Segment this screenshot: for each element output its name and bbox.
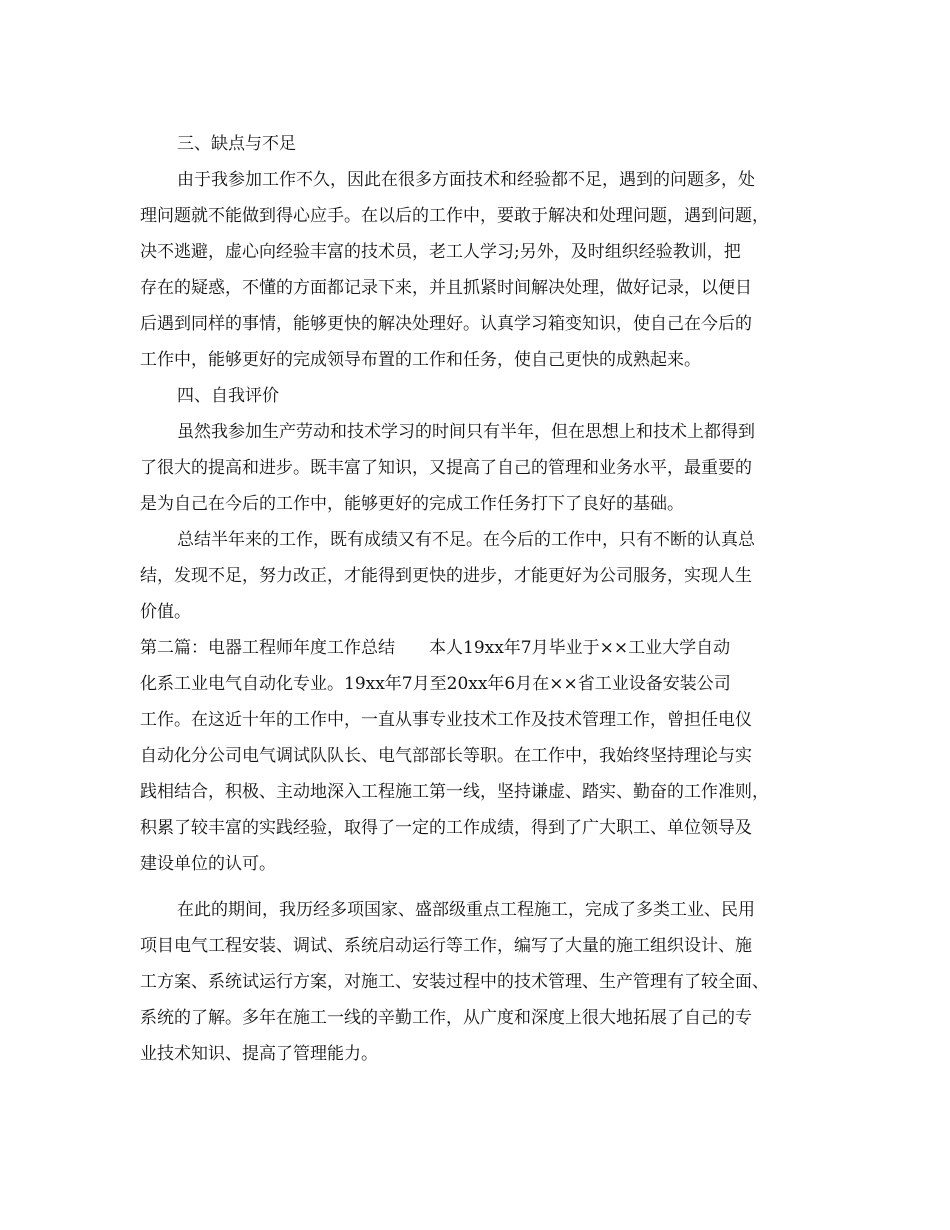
- paragraph-line: 业技术知识、提高了管理能力。: [140, 1044, 378, 1064]
- paragraph-line: 积累了较丰富的实践经验，取得了一定的工作成绩，得到了广大职工、单位领导及: [140, 818, 752, 838]
- section-heading-shortcomings: 三、缺点与不足: [177, 134, 296, 154]
- paragraph-line: 建设单位的认可。: [140, 854, 276, 874]
- paragraph-line: 自动化分公司电气调试队队长、电气部部长等职。在工作中，我始终坚持理论与实: [140, 746, 752, 766]
- section-heading-self-evaluation: 四、自我评价: [177, 386, 279, 406]
- paragraph-line: 虽然我参加生产劳动和技术学习的时间只有半年，但在思想上和技术上都得到: [177, 422, 755, 442]
- paragraph-line: 理问题就不能做到得心应手。在以后的工作中，要敢于解决和处理问题，遇到问题，: [140, 206, 769, 226]
- paragraph-line: 践相结合，积极、主动地深入工程施工第一线，坚持谦虚、踏实、勤奋的工作准则，: [140, 782, 769, 802]
- part-two-heading-line: 第二篇：电器工程师年度工作总结 本人19xx年7月毕业于××工业大学自动: [140, 638, 731, 658]
- paragraph-line: 存在的疑惑，不懂的方面都记录下来，并且抓紧时间解决处理，做好记录，以便日: [140, 278, 752, 298]
- paragraph-line: 总结半年来的工作，既有成绩又有不足。在今后的工作中，只有不断的认真总: [177, 530, 755, 550]
- paragraph-line: 在此的期间，我历经多项国家、盛部级重点工程施工，完成了多类工业、民用: [177, 900, 755, 920]
- paragraph-spacer: [140, 882, 825, 892]
- paragraph-line: 了很大的提高和进步。既丰富了知识，又提高了自己的管理和业务水平，最重要的: [140, 458, 752, 478]
- paragraph-line: 系统的了解。多年在施工一线的辛勤工作，从广度和深度上很大地拓展了自己的专: [140, 1008, 752, 1028]
- paragraph-line: 工作。在这近十年的工作中，一直从事专业技术工作及技术管理工作，曾担任电仪: [140, 710, 752, 730]
- paragraph-line: 化系工业电气自动化专业。19xx年7月至20xx年6月在××省工业设备安装公司: [140, 674, 731, 694]
- paragraph-line: 价值。: [140, 602, 191, 622]
- paragraph-line: 由于我参加工作不久，因此在很多方面技术和经验都不足，遇到的问题多，处: [177, 170, 755, 190]
- paragraph-line: 工作中，能够更好的完成领导布置的工作和任务，使自己更快的成熟起来。: [140, 350, 701, 370]
- paragraph-line: 项目电气工程安装、调试、系统启动运行等工作，编写了大量的施工组织设计、施: [140, 936, 752, 956]
- document-body: [140, 126, 825, 1072]
- paragraph-line: 是为自己在今后的工作中，能够更好的完成工作任务打下了良好的基础。: [140, 494, 684, 514]
- paragraph-line: 工方案、系统试运行方案，对施工、安装过程中的技术管理、生产管理有了较全面、: [140, 972, 769, 992]
- paragraph-line: 决不逃避，虚心向经验丰富的技术员，老工人学习;另外，及时组织经验教训，把: [140, 242, 741, 262]
- paragraph-line: 结，发现不足，努力改正，才能得到更快的进步，才能更好为公司服务，实现人生: [140, 566, 752, 586]
- paragraph-line: 后遇到同样的事情，能够更快的解决处理好。认真学习箱变知识，使自己在今后的: [140, 314, 752, 334]
